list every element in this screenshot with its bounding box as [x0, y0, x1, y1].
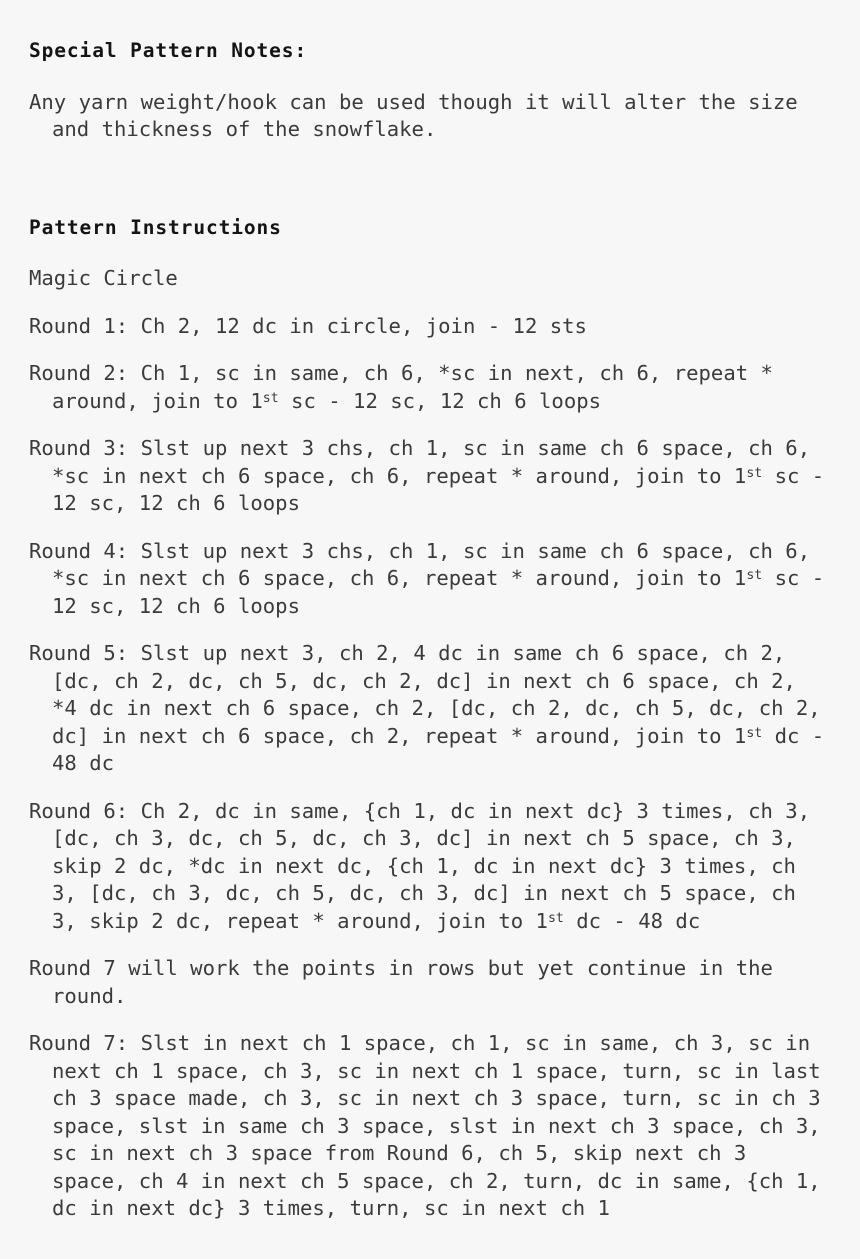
spacer — [29, 518, 832, 538]
spacer — [29, 778, 832, 798]
round-6-text-part-2: dc - 48 dc — [563, 908, 701, 933]
magic-circle-text: Magic Circle — [29, 266, 178, 290]
spacer — [29, 1010, 832, 1030]
round-6-text-part-1: Round 6: Ch 2, dc in same, {ch 1, dc in next dc} 3 times, ch 3, [dc, ch 3, dc, ch 5, dc, ch 3, dc] in next ch 5 space, ch 3, skip 2 dc, *dc in next dc, {ch 1, dc in next dc} 3 times, ch 3, [dc, ch 3, dc, ch 5, dc, ch 3, dc] in next ch 5 space, ch 3, skip 2 dc, repeat * around, join to 1 — [29, 798, 811, 933]
round-3-instruction — [29, 435, 832, 518]
round-3-text-part-2: sc - 12 sc, 12 ch 6 loops — [52, 463, 825, 515]
round-6-ordinal-suffix: st — [547, 910, 564, 926]
top-spacer — [29, 0, 832, 37]
round-4-ordinal-suffix: st — [746, 568, 763, 584]
spacer — [29, 620, 832, 640]
round-4-instruction — [29, 538, 832, 621]
round-2-instruction — [29, 360, 832, 415]
spacer — [29, 181, 832, 214]
round-2-text-part-2: sc - 12 sc, 12 ch 6 loops — [278, 388, 602, 413]
round-5-instruction — [29, 640, 832, 778]
round-5-text-part-1: Round 5: Slst up next 3, ch 2, 4 dc in same ch 6 space, ch 2, [dc, ch 2, dc, ch 5, dc, ch 2, dc] in next ch 6 space, ch 2, *4 dc in next ch 6 space, ch 2, [dc, ch 2, dc, ch 5, dc, ch 2, dc] in next ch 6 space, ch 2, repeat * around, join to 1 — [29, 641, 821, 748]
spacer — [29, 144, 832, 181]
round-7-note: Round 7 will work the points in rows but yet continue in the round. — [29, 956, 773, 1008]
round-6-instruction — [29, 798, 832, 936]
round-5-ordinal-suffix: st — [746, 725, 763, 741]
spacer — [29, 415, 832, 435]
pattern-instructions-heading: Pattern Instructions — [29, 215, 282, 239]
round-5-text-part-2: dc - 48 dc — [52, 723, 825, 775]
spacer — [29, 241, 832, 265]
special-pattern-notes-body: Any yarn weight/hook can be used though it will alter the size and thickness of the snowflake. — [29, 89, 798, 141]
special-pattern-notes-heading: Special Pattern Notes: — [29, 39, 308, 62]
round-3-ordinal-suffix: st — [746, 465, 763, 481]
spacer — [29, 293, 832, 313]
round-2-ordinal-suffix: st — [262, 390, 279, 406]
round-4-text-part-2: sc - 12 sc, 12 ch 6 loops — [52, 566, 825, 618]
round-7-instruction: Round 7: Slst in next ch 1 space, ch 1, sc in same, ch 3, sc in next ch 1 space, ch 3, sc in next ch 1 space, turn, sc in last ch 3 space made, ch 3, sc in next ch 3 space, turn, sc in ch 3 space, slst in same ch 3 space, slst in next ch 3 space, ch 3, sc in next ch 3 space from Round 6, ch 5, skip next ch 3 space, ch 4 in next ch 5 space, ch 2, turn, dc in same, {ch 1, dc in next dc} 3 times, turn, sc in next ch 1 — [29, 1031, 821, 1220]
round-4-text-part-1: Round 4: Slst up next 3 chs, ch 1, sc in same ch 6 space, ch 6, *sc in next ch 6 space, ch 6, repeat * around, join to 1 — [29, 538, 811, 590]
spacer — [29, 65, 832, 89]
spacer — [29, 935, 832, 955]
round-1-instruction: Round 1: Ch 2, 12 dc in circle, join - 12 sts — [29, 313, 587, 338]
spacer — [29, 340, 832, 360]
round-2-text-part-1: Round 2: Ch 1, sc in same, ch 6, *sc in next, ch 6, repeat * around, join to 1 — [29, 361, 773, 413]
round-3-text-part-1: Round 3: Slst up next 3 chs, ch 1, sc in same ch 6 space, ch 6, *sc in next ch 6 space, ch 6, repeat * around, join to 1 — [29, 436, 811, 488]
